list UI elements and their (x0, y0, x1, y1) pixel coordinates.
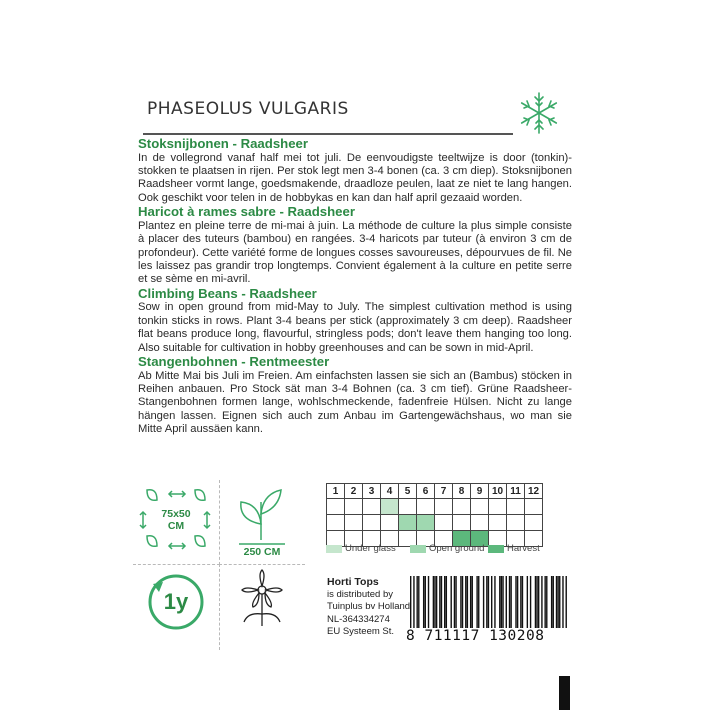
barcode-bar (553, 576, 554, 628)
barcode-bar (536, 576, 537, 628)
spacing-label: 75x50 CM (161, 508, 191, 532)
barcode-bar (476, 576, 477, 628)
barcode-bar (478, 576, 479, 628)
barcode-bar (491, 576, 492, 628)
barcode-bar (465, 576, 466, 628)
month-6: 6 (417, 484, 435, 499)
section-body-fr: Plantez en pleine terre de mi-mai à juin. La méthode de culture la plus simple consiste à placer des tuteurs (bambou) en rangées. 3-4 haricots par tuteur (à environ 3 cm de profondeur). Cette variété forme de longues cosses savoureuses, dépourvues de fil. Ne les laissez pas grandir trop longtemps. Convient également à la culture en petite serre et se sème en mi-avril. (138, 219, 572, 286)
height-label: 250 CM (243, 546, 281, 558)
height-cell (219, 480, 305, 565)
barcode-bars (406, 576, 573, 628)
spacing-cell (133, 480, 220, 565)
growing-icons (133, 480, 305, 650)
barcode-bar (428, 576, 429, 628)
section-title-nl: Stoksnijbonen - Raadsheer (138, 136, 309, 151)
barcode-bar (470, 576, 471, 628)
lifecycle-label: 1y (163, 589, 189, 614)
calendar-cell (417, 515, 435, 531)
barcode-bar (556, 576, 557, 628)
legend-label: Under glass (345, 543, 396, 554)
barcode-bar (446, 576, 447, 628)
month-4: 4 (381, 484, 399, 499)
legend-harvest (488, 543, 540, 554)
barcode-bar (527, 576, 528, 628)
calendar-cell (399, 515, 417, 531)
barcode-bar (535, 576, 536, 628)
month-7: 7 (435, 484, 453, 499)
calendar-cell (381, 499, 399, 515)
calendar-cell (507, 499, 525, 515)
calendar-cell (525, 515, 543, 531)
flower-cell (219, 564, 305, 650)
month-5: 5 (399, 484, 417, 499)
barcode-bar (483, 576, 484, 628)
barcode-bar (538, 576, 539, 628)
calendar-months (327, 484, 543, 499)
barcode-bar (433, 576, 434, 628)
calendar-row-open-ground (327, 515, 543, 531)
calendar-cell (489, 515, 507, 531)
calendar-cell (381, 515, 399, 531)
barcode-bar (488, 576, 489, 628)
barcode-bar (499, 576, 500, 628)
section-title-en: Climbing Beans - Raadsheer (138, 285, 317, 301)
calendar-cell (327, 499, 345, 515)
barcode-bar (510, 576, 511, 628)
calendar-cell (435, 515, 453, 531)
barcode-bar (467, 576, 468, 628)
barcode-bar (439, 576, 440, 628)
distributor-line: is distributed by (327, 588, 394, 600)
month-2: 2 (345, 484, 363, 499)
section-body-nl: In de vollegrond vanaf half mei tot juli. De eenvoudigste teeltwijze is door (tonkin)-stokken te plaatsen in rijen. Per stok legt men 3-4 bonen (ca. 3 cm diep). Stoksnijbonen Raadsheer vormt lange, goedsmakende, draadloze peulen, laat ze niet te lang hangen. Ook geschikt voor telen in de hobbykas en kan dan half april gezaaid worden. (138, 151, 572, 204)
barcode-bar (506, 576, 507, 628)
barcode-bar (517, 576, 518, 628)
packet-header (133, 87, 577, 139)
distributor-line: NL-364334274 (327, 613, 390, 625)
barcode-bar (566, 576, 567, 628)
month-8: 8 (453, 484, 471, 499)
calendar-cell (363, 515, 381, 531)
barcode-bar (520, 576, 521, 628)
barcode-bar (434, 576, 435, 628)
section-body-de: Ab Mitte Mai bis Juli im Freien. Am einfachsten lassen sie sich an (Bambus) stöcken in Reihen anbauen. Pro Stock sät man 3-4 Bohnen (ca. 3 cm tief). Grüne Raadsheer-Stangenbohnen formen lange, wohlschmeckende, fadenfreie Hülsen. Nicht zu lange hängen lassen. Eignen sich auch zum Anbau im Gartengewächshaus, wo man sie Mitte April aussäen kann. (138, 369, 572, 436)
barcode-bar (423, 576, 424, 628)
calendar-cell (363, 499, 381, 515)
calendar-cell (345, 499, 363, 515)
month-10: 10 (489, 484, 507, 499)
legend-label: Harvest (507, 543, 540, 554)
barcode (406, 576, 573, 646)
latin-name: PHASEOLUS VULGARIS (147, 99, 349, 119)
barcode-digits: 8 711117 130208 (406, 628, 545, 644)
seed-packet-back (133, 87, 577, 710)
calendar-row-under-glass (327, 499, 543, 515)
calendar-cell (471, 515, 489, 531)
barcode-bar (425, 576, 426, 628)
snowflake-icon (515, 89, 563, 137)
barcode-bar (410, 576, 411, 628)
barcode-bar (444, 576, 445, 628)
calendar-cell (489, 499, 507, 515)
barcode-bar (546, 576, 547, 628)
barcode-bar (436, 576, 437, 628)
barcode-bar (557, 576, 558, 628)
month-11: 11 (507, 484, 525, 499)
header-rule (143, 133, 513, 135)
calendar-cell (471, 499, 489, 515)
barcode-bar (562, 576, 563, 628)
barcode-bar (413, 576, 414, 628)
month-12: 12 (525, 484, 543, 499)
barcode-bar (451, 576, 452, 628)
barcode-bar (441, 576, 442, 628)
barcode-bar (541, 576, 542, 628)
barcode-bar (462, 576, 463, 628)
section-title-fr: Haricot à rames sabre - Raadsheer (138, 204, 355, 220)
calendar-cell (327, 515, 345, 531)
brand-name: Horti Tops (327, 576, 379, 588)
barcode-bar (460, 576, 461, 628)
barcode-bar (454, 576, 455, 628)
barcode-bar (416, 576, 417, 628)
barcode-bar (455, 576, 456, 628)
description-text (138, 137, 572, 437)
barcode-bar (418, 576, 419, 628)
section-title-de: Stangenbohnen - Rentmeester (138, 354, 330, 370)
month-1: 1 (327, 484, 345, 499)
calendar-cell (417, 499, 435, 515)
calendar-cell (525, 499, 543, 515)
legend-swatch (488, 545, 504, 553)
barcode-bar (551, 576, 552, 628)
barcode-bar (472, 576, 473, 628)
legend-open-ground (410, 543, 484, 554)
barcode-bar (494, 576, 495, 628)
calendar-cell (345, 515, 363, 531)
barcode-bar (544, 576, 545, 628)
calendar-cell (453, 499, 471, 515)
distributor-info (327, 576, 410, 639)
section-body-en: Sow in open ground from mid-May to July. The simplest cultivation method is using tonkin sticks in rows. Plant 3-4 beans per stick (approximately 3 cm deep). Raadsheer flat beans produce long, flavourful, stringless pods; don't leave them hanging too long. Also suitable for cultivation in hobby greenhouses and can be sown in mid-April. (138, 301, 572, 354)
barcode-bar (486, 576, 487, 628)
barcode-bar (559, 576, 560, 628)
barcode-bar (530, 576, 531, 628)
calendar-cell (507, 515, 525, 531)
lifecycle-cell (133, 564, 220, 650)
barcode-bar (515, 576, 516, 628)
flower-icon (219, 564, 305, 650)
barcode-bar (502, 576, 503, 628)
distributor-line: Tuinplus bv Holland (327, 601, 411, 612)
barcode-bar (501, 576, 502, 628)
legend-under-glass (326, 543, 396, 554)
calendar-cell (435, 499, 453, 515)
legend-swatch (410, 545, 426, 553)
month-3: 3 (363, 484, 381, 499)
barcode-bar (522, 576, 523, 628)
barcode-bar (509, 576, 510, 628)
calendar-cell (399, 499, 417, 515)
month-9: 9 (471, 484, 489, 499)
packet-edge-bar (559, 676, 570, 710)
distributor-line: EU Systeem St. (327, 626, 395, 637)
legend-swatch (326, 545, 342, 553)
sowing-calendar (326, 483, 543, 547)
calendar-cell (453, 515, 471, 531)
legend-label: Open ground (429, 543, 485, 554)
